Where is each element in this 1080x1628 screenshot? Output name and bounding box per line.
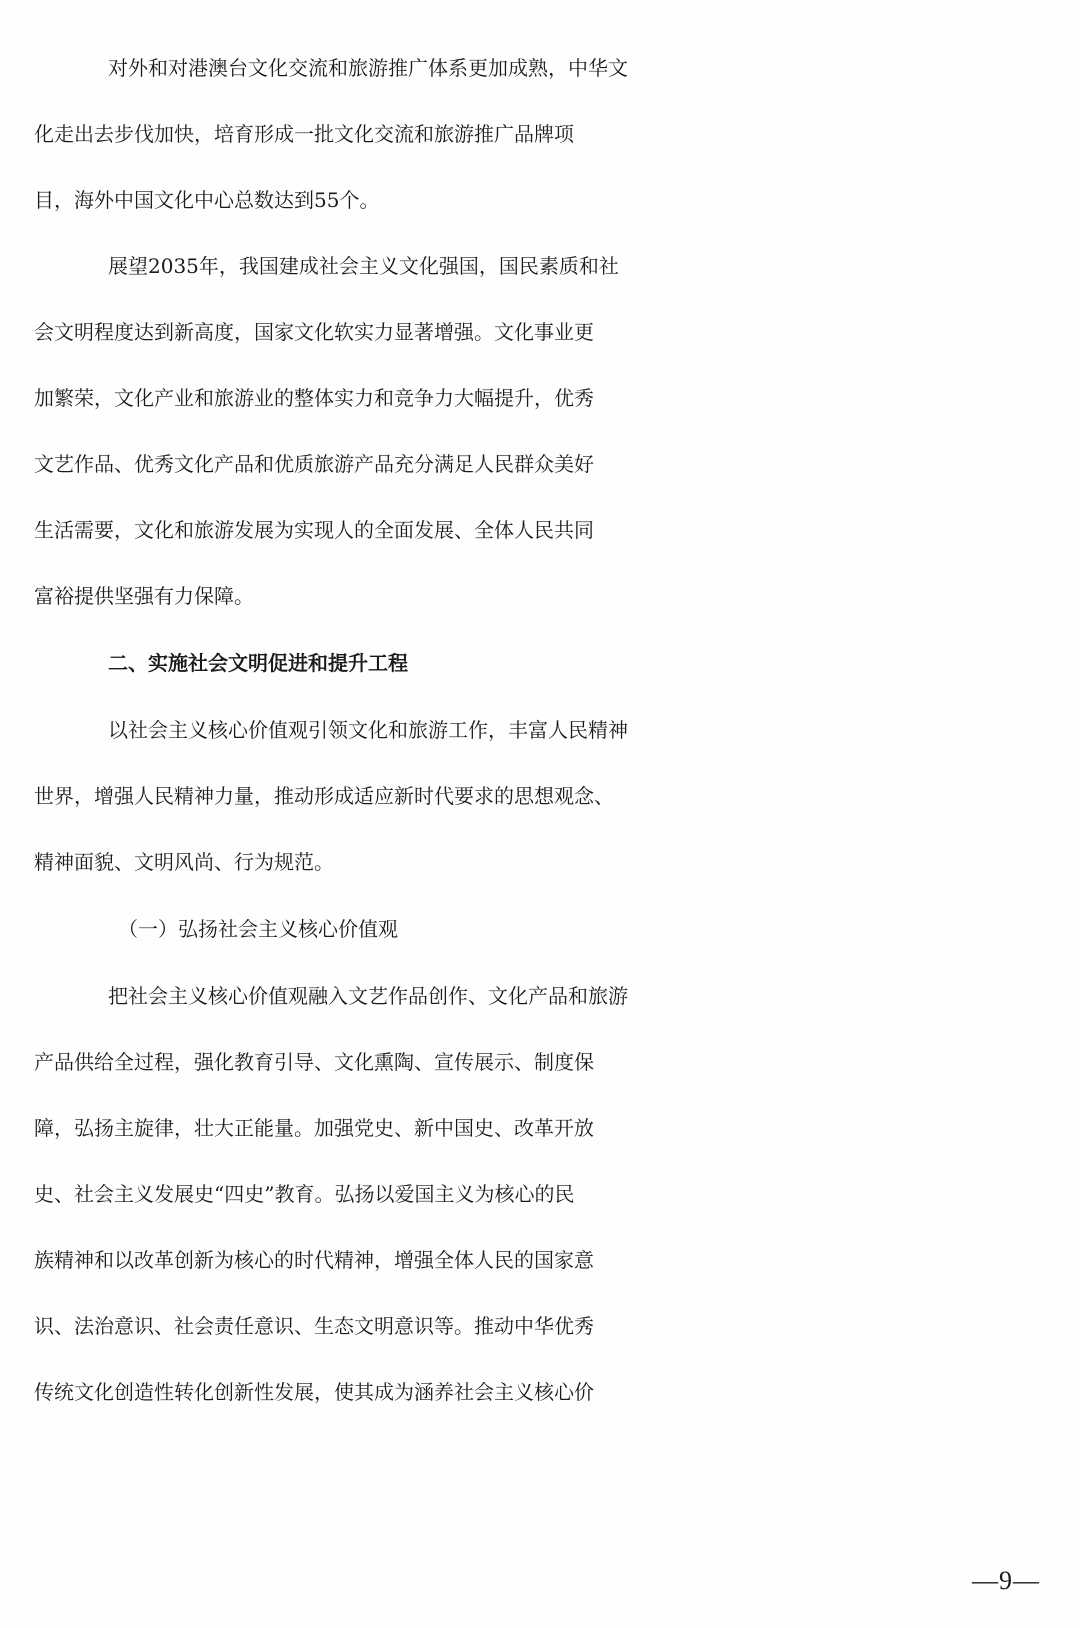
text-line: 展望2035年，我国建成社会主义文化强国，国民素质和社	[108, 254, 619, 278]
text-line: 族精神和以改革创新为核心的时代精神，增强全体人民的国家意	[34, 1248, 594, 1272]
text-line: 障，弘扬主旋律，壮大正能量。加强党史、新中国史、改革开放	[34, 1116, 594, 1140]
text-line: 产品供给全过程，强化教育引导、文化熏陶、宣传展示、制度保	[34, 1050, 594, 1074]
section-heading: 二、实施社会文明促进和提升工程	[108, 651, 408, 675]
text-line: 传统文化创造性转化创新性发展，使其成为涵养社会主义核心价	[34, 1380, 594, 1404]
text-line: 生活需要，文化和旅游发展为实现人的全面发展、全体人民共同	[34, 518, 594, 542]
text-line: 世界，增强人民精神力量，推动形成适应新时代要求的思想观念、	[34, 784, 614, 808]
text-line: 识、法治意识、社会责任意识、生态文明意识等。推动中华优秀	[34, 1314, 594, 1338]
page-number: —9—	[972, 1566, 1040, 1595]
text-line: 把社会主义核心价值观融入文艺作品创作、文化产品和旅游	[108, 984, 628, 1008]
text-line: 加繁荣，文化产业和旅游业的整体实力和竞争力大幅提升，优秀	[34, 386, 594, 410]
text-line: 对外和对港澳台文化交流和旅游推广体系更加成熟，中华文	[108, 56, 628, 80]
text-line: 目，海外中国文化中心总数达到55个。	[34, 188, 380, 212]
text-line: 文艺作品、优秀文化产品和优质旅游产品充分满足人民群众美好	[34, 452, 594, 476]
text-line: 史、社会主义发展史“四史”教育。弘扬以爱国主义为核心的民	[34, 1182, 575, 1206]
text-line: 会文明程度达到新高度，国家文化软实力显著增强。文化事业更	[34, 320, 594, 344]
text-line: 化走出去步伐加快，培育形成一批文化交流和旅游推广品牌项	[34, 122, 574, 146]
subsection-heading: （一）弘扬社会主义核心价值观	[118, 917, 398, 941]
text-line: 以社会主义核心价值观引领文化和旅游工作，丰富人民精神	[108, 718, 628, 742]
text-line: 精神面貌、文明风尚、行为规范。	[34, 850, 334, 874]
text-line: 富裕提供坚强有力保障。	[34, 584, 254, 608]
